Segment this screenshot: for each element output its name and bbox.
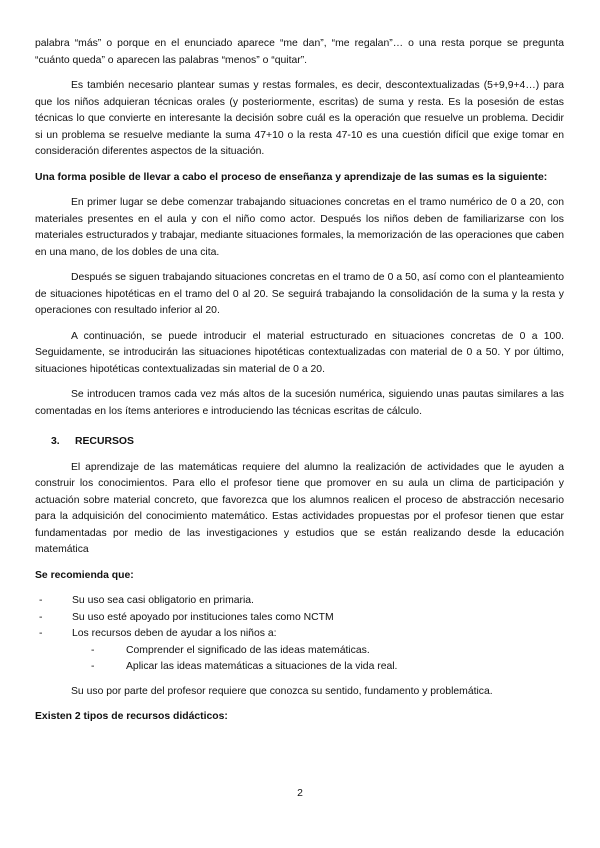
paragraph: Es también necesario plantear sumas y restas formales, es decir, descontextualizadas (5+9,9+4…) para que los niños adquieran técnicas orales (y posteriormente, escritas) de suma y resta. Es la posesión de estas técnicas lo que convierte en interesante la decisión sobre cuál es la operación que resuelve un problema. Decidir si un problema se resuelve mediante la suma 47+10 o la resta 47-10 es una cuestión difícil que exige tomar en consideración diferentes aspectos de la situación.	[35, 80, 564, 157]
page-content	[35, 36, 564, 735]
dash-marker: -	[39, 595, 43, 606]
page-number: 2	[297, 788, 303, 799]
section-heading	[51, 434, 564, 451]
paragraph: A continuación, se puede introducir el material estructurado en situaciones concretas de 0 a 100. Seguidamente, se introducirán las situaciones hipotéticas contextualizadas con material de 0 a 50. Y por último, situaciones hipotéticas contextualizadas sin material de 0 a 20.	[35, 330, 564, 375]
paragraph: palabra “más” o porque en el enunciado aparece “me dan”, “me regalan”… o una resta porque se pregunta “cuánto queda” o aparecen las palabras “menos” o “quitar”.	[35, 38, 564, 66]
paragraph: Después se siguen trabajando situaciones concretas en el tramo de 0 a 50, así como con el planteamiento de situaciones hipotéticas en el tramo del 0 al 20. Se seguirá trabajando la consolidación de la suma y la resta y operaciones con resultado inferior al 20.	[35, 272, 564, 316]
bullet-list	[35, 593, 564, 676]
sub-list-item	[72, 659, 564, 676]
list-item	[35, 593, 564, 610]
sub-list-item-text: Comprender el significado de las ideas matemáticas.	[126, 644, 370, 656]
list-item-text: Su uso sea casi obligatorio en primaria.	[72, 595, 254, 606]
section-number: 3.	[51, 436, 60, 447]
bold-heading: Una forma posible de llevar a cabo el proceso de enseñanza y aprendizaje de las sumas es la siguiente:	[35, 171, 548, 183]
section-title: RECURSOS	[75, 436, 134, 447]
dash-marker: -	[91, 661, 95, 672]
paragraph: Su uso por parte del profesor requiere que conozca su sentido, fundamento y problemática.	[71, 685, 493, 697]
list-item	[35, 610, 564, 627]
sub-list-item-text: Aplicar las ideas matemáticas a situaciones de la vida real.	[126, 661, 398, 672]
paragraph: En primer lugar se debe comenzar trabajando situaciones concretas en el tramo numérico de 0 a 20, con materiales presentes en el aula y con el niño como actor. Después los niños deben de familiarizarse con los materiales estructurados y trabajar, mediante situaciones formales, la memorización de las operaciones que caben en una mano, de los dobles de una cita.	[35, 197, 564, 258]
paragraph: El aprendizaje de las matemáticas requiere del alumno la realización de actividades que le ayuden a construir los conocimientos. Para ello el profesor tiene que promover en su aula un clima de participación y actuación sobre material concreto, que favorezca que los alumnos realicen el proceso de abstracción necesario para la adquisición del conocimiento matemático. Estas actividades propuestas por el profesor tienen que estar fundamentadas por medio de las investigaciones y estudios que se están realizando desde la educación matemática	[35, 461, 564, 555]
bold-heading: Se recomienda que:	[35, 569, 134, 581]
sub-list-item	[72, 643, 564, 660]
list-item	[35, 626, 564, 676]
list-item-text: Su uso esté apoyado por instituciones tales como NCTM	[72, 611, 334, 623]
paragraph: Se introducen tramos cada vez más altos de la sucesión numérica, siguiendo unas pautas similares a las comentadas en los ítems anteriores e introduciendo las técnicas escritas de cálculo.	[35, 389, 564, 417]
dash-marker: -	[91, 644, 95, 656]
sub-bullet-list	[72, 643, 564, 676]
dash-marker: -	[39, 628, 43, 639]
dash-marker: -	[39, 611, 43, 623]
list-item-text: Los recursos deben de ayudar a los niños a:	[72, 628, 277, 639]
bold-heading: Existen 2 tipos de recursos didácticos:	[35, 711, 228, 722]
